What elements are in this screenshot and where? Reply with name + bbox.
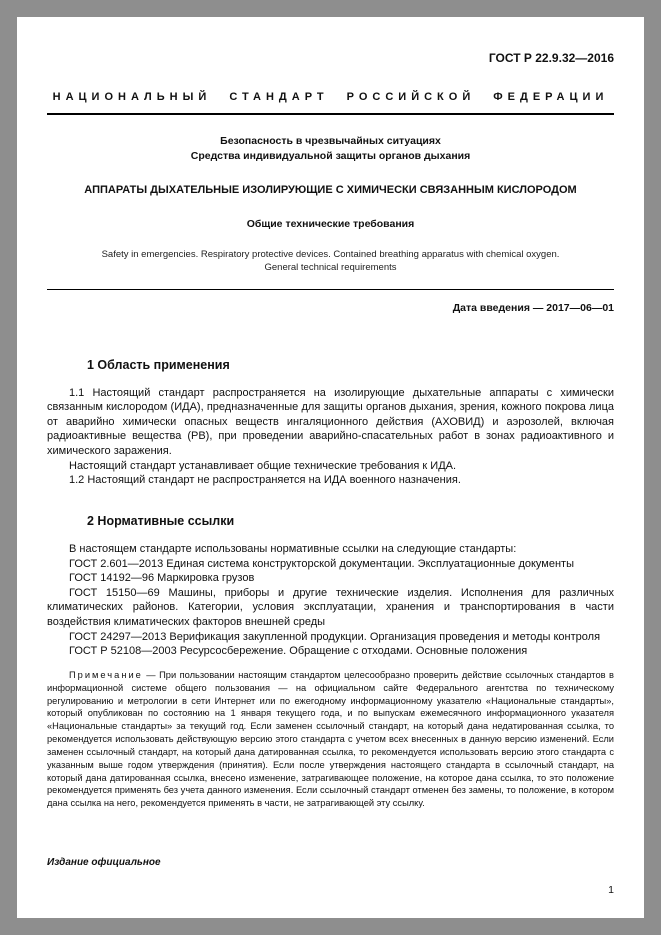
national-standard-banner: НАЦИОНАЛЬНЫЙ СТАНДАРТ РОССИЙСКОЙ ФЕДЕРАЦИИ — [52, 91, 609, 103]
reference-item: ГОСТ Р 52108—2003 Ресурсосбережение. Обращение с отходами. Основные положения — [69, 645, 528, 658]
section-2-intro: В настоящем стандарте использованы нормативные ссылки на следующие стандарты: — [69, 542, 517, 555]
note-text: — При пользовании настоящим стандартом целесообразно проверить действие ссылочных стандартов в информационной системе общего пользования — на официальном сайте Федерального агентства по техническому регулированию и метрологии в сети Интернет или по ежегодному информационному указателю «Национальные стандарты», который опубликован по состоянию на 1 января текущего года, и по выпускам ежемесячного информационного указателя «Национальные стандарты» за текущий год. Если заменен ссылочный стандарт, на который дана недатированная ссылка, то рекомендуется использовать действующую версию этого стандарта с учетом всех внесенных в данную версию изменений. Если заменен ссылочный стандарт, на который дана датированная ссылка, то рекомендуется использовать версию этого стандарта с указанным выше годом утверждения (принятия). Если после утверждения настоящего стандарта в ссылочный стандарт, на который дана датированная ссылка, внесено изменение, затрагивающее положение, на которое дана ссылка, то это положение рекомендуется применять без учета данного изменения. Если ссылочный стандарт отменен без замены, то положение, в котором дана ссылка на него, рекомендуется применять в части, не затрагивающей эту ссылку. — [47, 669, 614, 809]
page-footer — [47, 857, 614, 900]
page-number: 1 — [608, 884, 614, 896]
reference-item: ГОСТ 2.601—2013 Единая система конструкторской документации. Эксплуатационные документы — [69, 557, 575, 570]
english-title — [47, 248, 614, 275]
section-1-paragraph-3: 1.2 Настоящий стандарт не распространяется на ИДА военного назначения. — [69, 474, 461, 487]
edition-note: Издание официальное — [47, 857, 161, 868]
section-1-paragraph-2: Настоящий стандарт устанавливает общие технические требования к ИДА. — [69, 459, 457, 472]
reference-item: ГОСТ 24297—2013 Верификация закупленной продукции. Организация проведения и методы контроля — [69, 630, 601, 643]
title-block — [47, 115, 614, 275]
subject-line-2: Средства индивидуальной защиты органов дыхания — [190, 150, 471, 162]
title-separator-rule — [47, 289, 614, 290]
subtitle: Общие технические требования — [246, 218, 415, 230]
subject-line-1: Безопасность в чрезвычайных ситуациях — [220, 135, 441, 147]
section-1-heading: 1 Область применения — [87, 357, 230, 372]
document-page — [17, 17, 644, 918]
english-title-line-1: Safety in emergencies. Respiratory protective devices. Contained breathing apparatus with chemical oxygen. — [101, 249, 560, 260]
reference-item: ГОСТ 14192—96 Маркировка грузов — [69, 572, 255, 585]
section-2-heading: 2 Нормативные ссылки — [87, 513, 235, 528]
note-label: Примечание — [69, 669, 143, 680]
effective-date: Дата введения — 2017—06—01 — [452, 301, 614, 314]
english-title-line-2: General technical requirements — [264, 262, 397, 274]
note-paragraph — [47, 669, 614, 810]
section-1-paragraph-1: 1.1 Настоящий стандарт распространяется на изолирующие дыхательные аппараты с химически связанным кислородом (ИДА), предназначенные для защиты органов дыхания, зрения, кожного покрова лица от аварийно химически опасных веществ ингаляционного действия (АХОВИД) и аэрозолей, включая радиоактивные вещества (РВ), при проведении аварийно-спасательных работ в зонах радиоактивного и химического заражения. — [47, 386, 614, 458]
doc-number: ГОСТ Р 22.9.32—2016 — [488, 51, 614, 65]
reference-item: ГОСТ 15150—69 Машины, приборы и другие технические изделия. Исполнения для различных климатических районов. Категории, условия эксплуатации, хранения и транспортирования в части воздействия климатических факторов внешней среды — [47, 586, 614, 629]
main-title: АППАРАТЫ ДЫХАТЕЛЬНЫЕ ИЗОЛИРУЮЩИЕ С ХИМИЧЕСКИ СВЯЗАННЫМ КИСЛОРОДОМ — [84, 184, 577, 196]
